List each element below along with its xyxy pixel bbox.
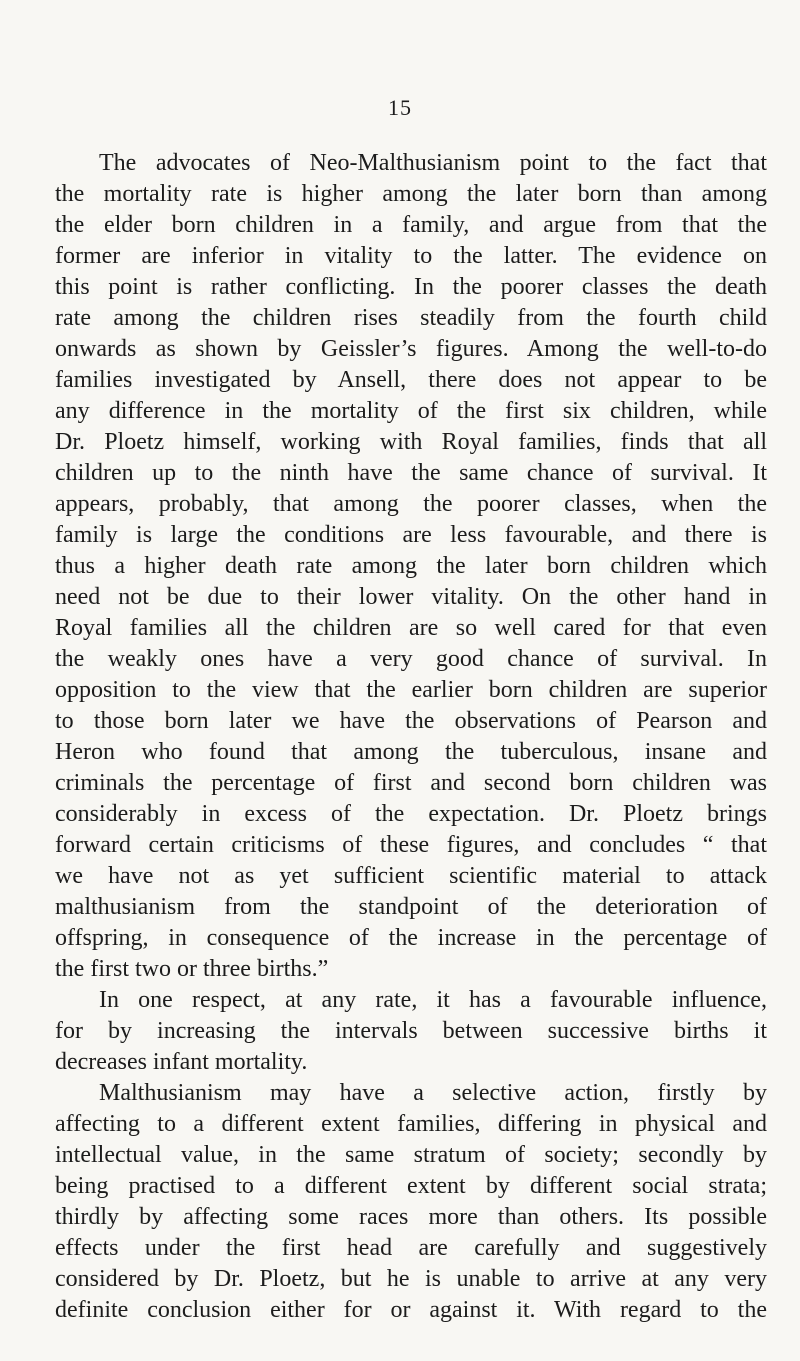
text-line: considerably in excess of the expectation. Dr. Ploetz brings <box>55 801 767 827</box>
text-line: this point is rather conflicting. In the poorer classes the death <box>55 274 767 300</box>
text-line: definite conclusion either for or against it. With regard to the <box>55 1297 767 1323</box>
text-line: opposition to the view that the earlier born children are superior <box>55 677 767 703</box>
page-number: 15 <box>388 95 412 120</box>
text-line: former are inferior in vitality to the latter. The evidence on <box>55 243 767 269</box>
text-line: family is large the conditions are less favourable, and there is <box>55 522 767 548</box>
text-line: decreases infant mortality. <box>55 1049 308 1075</box>
text-line: forward certain criticisms of these figures, and concludes “ that <box>55 832 767 858</box>
text-line: Royal families all the children are so well cared for that even <box>55 615 767 641</box>
text-line: thus a higher death rate among the later born children which <box>55 553 767 579</box>
text-line: being practised to a different extent by different social strata; <box>55 1173 767 1199</box>
text-line: the weakly ones have a very good chance of survival. In <box>55 646 767 672</box>
text-line: families investigated by Ansell, there does not appear to be <box>55 367 767 393</box>
text-line: malthusianism from the standpoint of the deterioration of <box>55 894 767 920</box>
text-line: affecting to a different extent families, differing in physical and <box>55 1111 767 1137</box>
text-line: we have not as yet sufficient scientific material to attack <box>55 863 767 889</box>
text-line: Heron who found that among the tuberculous, insane and <box>55 739 767 765</box>
text-line: rate among the children rises steadily from the fourth child <box>55 305 767 331</box>
text-line: the elder born children in a family, and argue from that the <box>55 212 767 238</box>
text-line: to those born later we have the observations of Pearson and <box>55 708 767 734</box>
text-line: the mortality rate is higher among the later born than among <box>55 181 767 207</box>
text-line: the first two or three births.” <box>55 956 329 982</box>
text-line: children up to the ninth have the same chance of survival. It <box>55 460 767 486</box>
text-line: considered by Dr. Ploetz, but he is unable to arrive at any very <box>55 1266 767 1292</box>
text-line: for by increasing the intervals between successive births it <box>55 1018 767 1044</box>
text-line: any difference in the mortality of the first six children, while <box>55 398 767 424</box>
text-line: need not be due to their lower vitality. On the other hand in <box>55 584 767 610</box>
text-line: effects under the first head are carefully and suggestively <box>55 1235 767 1261</box>
text-line: Dr. Ploetz himself, working with Royal families, finds that all <box>55 429 767 455</box>
text-line: offspring, in consequence of the increase in the percentage of <box>55 925 767 951</box>
text-line: thirdly by affecting some races more than others. Its possible <box>55 1204 767 1230</box>
text-line: The advocates of Neo-Malthusianism point to the fact that <box>99 150 767 176</box>
text-line: Malthusianism may have a selective action, firstly by <box>99 1080 767 1106</box>
text-line: In one respect, at any rate, it has a favourable influence, <box>99 987 767 1013</box>
text-line: onwards as shown by Geissler’s figures. Among the well-to-do <box>55 336 767 362</box>
text-line: criminals the percentage of first and second born children was <box>55 770 767 796</box>
text-line: appears, probably, that among the poorer classes, when the <box>55 491 767 517</box>
text-line: intellectual value, in the same stratum of society; secondly by <box>55 1142 767 1168</box>
